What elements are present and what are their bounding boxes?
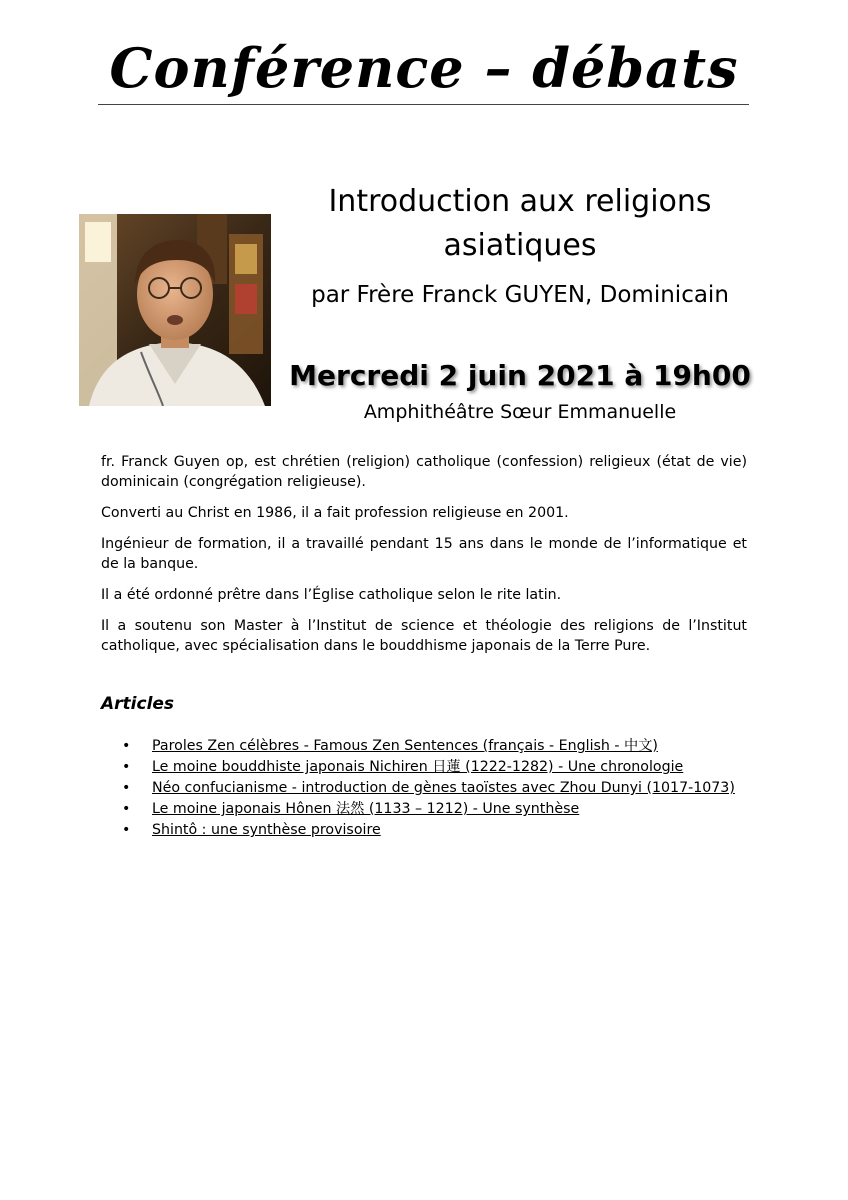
speaker-line: par Frère Franck GUYEN, Dominicain	[311, 282, 729, 308]
article-link-neo-confucianism[interactable]: Néo confucianisme - introduction de gènes taoïstes avec Zhou Dunyi (1017-1073)	[152, 780, 735, 796]
list-item	[122, 736, 782, 757]
speaker-photo	[79, 214, 271, 406]
bullet-icon: •	[122, 801, 131, 817]
speaker-portrait-icon	[79, 214, 271, 406]
bullet-icon: •	[122, 780, 131, 796]
article-link-zen-sentences[interactable]: Paroles Zen célèbres - Famous Zen Sentences (français - English - 中文)	[152, 738, 658, 754]
header-divider	[98, 104, 749, 105]
list-item	[122, 799, 782, 820]
event-title-line-1: Introduction aux religions	[328, 184, 712, 219]
articles-list	[122, 736, 782, 841]
bullet-icon: •	[122, 738, 131, 754]
event-date: Mercredi 2 juin 2021 à 19h00	[289, 359, 751, 392]
event-venue: Amphithéâtre Sœur Emmanuelle	[363, 401, 677, 423]
article-link-honen[interactable]: Le moine japonais Hônen 法然 (1133 – 1212) - Une synthèse	[152, 801, 580, 817]
event-title-line-2: asiatiques	[443, 228, 597, 263]
bio-paragraph: Il a été ordonné prêtre dans l’Église catholique selon le rite latin.	[101, 587, 562, 603]
list-item	[122, 757, 782, 778]
bullet-icon: •	[122, 822, 131, 838]
list-item	[122, 778, 782, 799]
bio-paragraph: Converti au Christ en 1986, il a fait profession religieuse en 2001.	[101, 505, 569, 521]
speaker-bio	[101, 452, 747, 667]
event-title	[285, 180, 755, 268]
bio-paragraph: fr. Franck Guyen op, est chrétien (religion) catholique (confession) religieux (état de vie) dominicain (congrégation religieuse).	[101, 454, 747, 490]
articles-heading: Articles	[101, 694, 175, 714]
article-link-shinto[interactable]: Shintô : une synthèse provisoire	[152, 822, 381, 838]
article-link-nichiren[interactable]: Le moine bouddhiste japonais Nichiren 日蓮 (1222-1282) - Une chronologie	[152, 759, 684, 775]
bio-paragraph: Il a soutenu son Master à l’Institut de science et théologie des religions de l’Institut catholique, avec spécialisation dans le bouddhisme japonais de la Terre Pure.	[101, 618, 747, 654]
bio-paragraph: Ingénieur de formation, il a travaillé pendant 15 ans dans le monde de l’informatique et de la banque.	[101, 536, 747, 572]
header-title: Conférence – débats	[109, 36, 739, 100]
list-item	[122, 820, 782, 841]
bullet-icon: •	[122, 759, 131, 775]
